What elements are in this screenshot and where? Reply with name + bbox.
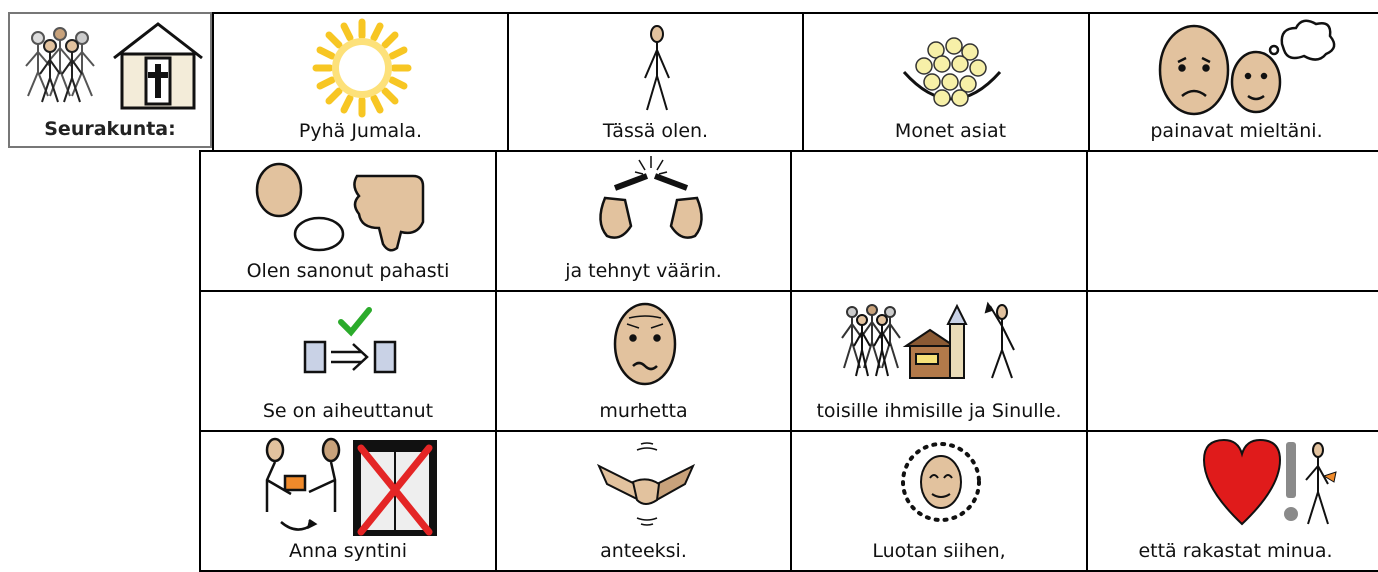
cell-caption: Monet asiat (894, 120, 1007, 142)
grid-cell (495, 150, 792, 292)
grid-cell (495, 430, 792, 572)
cell-caption: Anna syntini (289, 540, 407, 562)
grid-cell (495, 290, 792, 432)
cell-caption: painavat mieltäni. (1150, 120, 1323, 142)
cell-caption: että rakastat minua. (1138, 540, 1333, 562)
cell-caption: anteeksi. (600, 540, 687, 562)
speaking-thumbs-down-icon (201, 152, 499, 262)
church-icon (10, 14, 210, 114)
heart-exclamation-person-icon (1088, 432, 1378, 542)
grid-cell (1086, 430, 1378, 572)
worried-thinking-faces-icon (1090, 14, 1378, 124)
grid-cell (199, 150, 497, 292)
cell-caption: Luotan siihen, (872, 540, 1006, 562)
grid-cell (212, 12, 509, 152)
grid-cell (1086, 290, 1378, 432)
cell-caption: Olen sanonut pahasti (246, 260, 450, 282)
cell-caption: Pyhä Jumala. (298, 120, 423, 142)
grid-cell (802, 12, 1099, 152)
giving-book-crossed-icon (201, 432, 499, 544)
halo-face-icon (792, 432, 1090, 542)
person-icon (509, 14, 806, 124)
handshake-icon (497, 432, 794, 542)
breaking-stick-icon (497, 152, 794, 262)
grid-cell (507, 12, 804, 152)
sad-face-icon (497, 292, 794, 402)
many-things-icon (804, 14, 1101, 124)
grid-cell (1088, 12, 1378, 152)
grid-cell (1086, 150, 1378, 292)
cell-caption: ja tehnyt väärin. (565, 260, 722, 282)
grid-cell (790, 430, 1088, 572)
cause-arrow-check-icon (201, 292, 499, 402)
people-church-person-icon (792, 292, 1090, 402)
cell-caption: murhetta (599, 400, 688, 422)
cell-caption: Tässä olen. (602, 120, 709, 142)
cell-caption: Se on aiheuttanut (262, 400, 434, 422)
header-card (8, 12, 212, 148)
cell-caption: toisille ihmisille ja Sinulle. (816, 400, 1062, 422)
grid-cell (790, 290, 1088, 432)
grid-cell (199, 290, 497, 432)
header-label: Seurakunta: (44, 118, 176, 140)
grid-cell (790, 150, 1088, 292)
sun-icon (214, 14, 511, 124)
grid-cell (199, 430, 497, 572)
